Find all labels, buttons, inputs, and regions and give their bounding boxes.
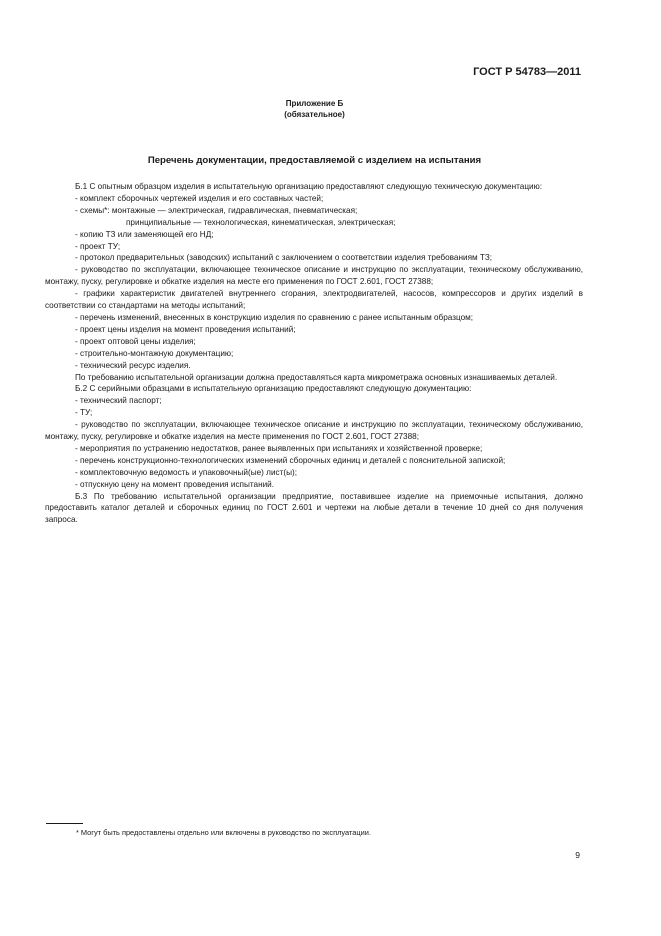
list-item: - комплект сборочных чертежей изделия и его составных частей;	[75, 193, 324, 203]
appendix-subtitle: (обязательное)	[284, 110, 345, 119]
body-text	[45, 181, 583, 526]
list-item: - ТУ;	[75, 408, 93, 418]
footnote-divider	[46, 823, 83, 824]
paragraph: Б.3 По требованию испытательной организации предприятие, поставившее изделие на приемочные испытания, должно предоставить каталог деталей и сборочных единиц по ГОСТ 2.601 и чертежи на любые детали в течение 10 дней со дня получения запроса.	[45, 491, 583, 525]
list-item: - комплектовочную ведомость и упаковочный(ые) лист(ы);	[75, 467, 297, 477]
footnote: * Могут быть предоставлены отдельно или включены в руководство по эксплуатации.	[76, 828, 371, 837]
paragraph: Б.2 С серийными образцами в испытательную организацию предоставляют следующую документацию:	[75, 384, 472, 394]
paragraph: По требованию испытательной организации должна предоставляться карта микрометража основных изнашиваемых деталей.	[75, 372, 558, 382]
appendix-title: Приложение Б	[285, 99, 344, 108]
list-item: - строительно-монтажную документацию;	[75, 348, 234, 358]
list-item: - протокол предварительных (заводских) испытаний с заключением о соответствии изделия требованиям ТЗ;	[75, 253, 493, 263]
list-item: - графики характеристик двигателей внутреннего сгорания, электродвигателей, насосов, компрессоров и других изделий в соответствии со стандартами на методы испытаний;	[45, 289, 583, 311]
document-title: Перечень документации, предоставляемой с изделием на испытания	[147, 155, 482, 166]
paragraph: Б.1 С опытным образцом изделия в испытательную организацию предоставляют следующую техническую документацию:	[75, 182, 542, 191]
page-number: 9	[575, 850, 580, 860]
list-item: - отпускную цену на момент проведения испытаний.	[75, 479, 275, 489]
list-item: - руководство по эксплуатации, включающее техническое описание и инструкцию по эксплуатации, техническому обслуживанию, монтажу, пуску, регулировке и обкатке изделия на месте применения по ГОСТ 2.601, ГОСТ 27388;	[45, 420, 583, 442]
list-item: - проект ТУ;	[75, 241, 121, 251]
list-item-continuation: принципиальные — технологическая, кинематическая, электрическая;	[126, 217, 396, 227]
list-item: - перечень изменений, внесенных в конструкцию изделия по сравнению с ранее испытанным образцом;	[75, 312, 474, 322]
list-item: - проект цены изделия на момент проведения испытаний;	[75, 324, 296, 334]
list-item: - проект оптовой цены изделия;	[75, 336, 196, 346]
list-item: - руководство по эксплуатации, включающее техническое описание и инструкцию по эксплуатации, техническому обслуживанию, монтажу, пуску, регулировке и обкатке изделия на месте его применения по ГОСТ 2.601, ГОСТ 27388;	[45, 265, 583, 287]
list-item: - мероприятия по устранению недостатков, ранее выявленных при испытаниях и хозяйственной проверке;	[75, 443, 483, 453]
list-item: - технический паспорт;	[75, 396, 162, 406]
document-id: ГОСТ Р 54783—2011	[473, 66, 581, 78]
list-item: - копию ТЗ или заменяющей его НД;	[75, 229, 214, 239]
list-item: - схемы*: монтажные — электрическая, гидравлическая, пневматическая;	[75, 205, 358, 215]
list-item: - перечень конструкционно-технологических изменений сборочных единиц и деталей с пояснительной запиской;	[75, 455, 506, 465]
list-item: - технический ресурс изделия.	[75, 360, 191, 370]
